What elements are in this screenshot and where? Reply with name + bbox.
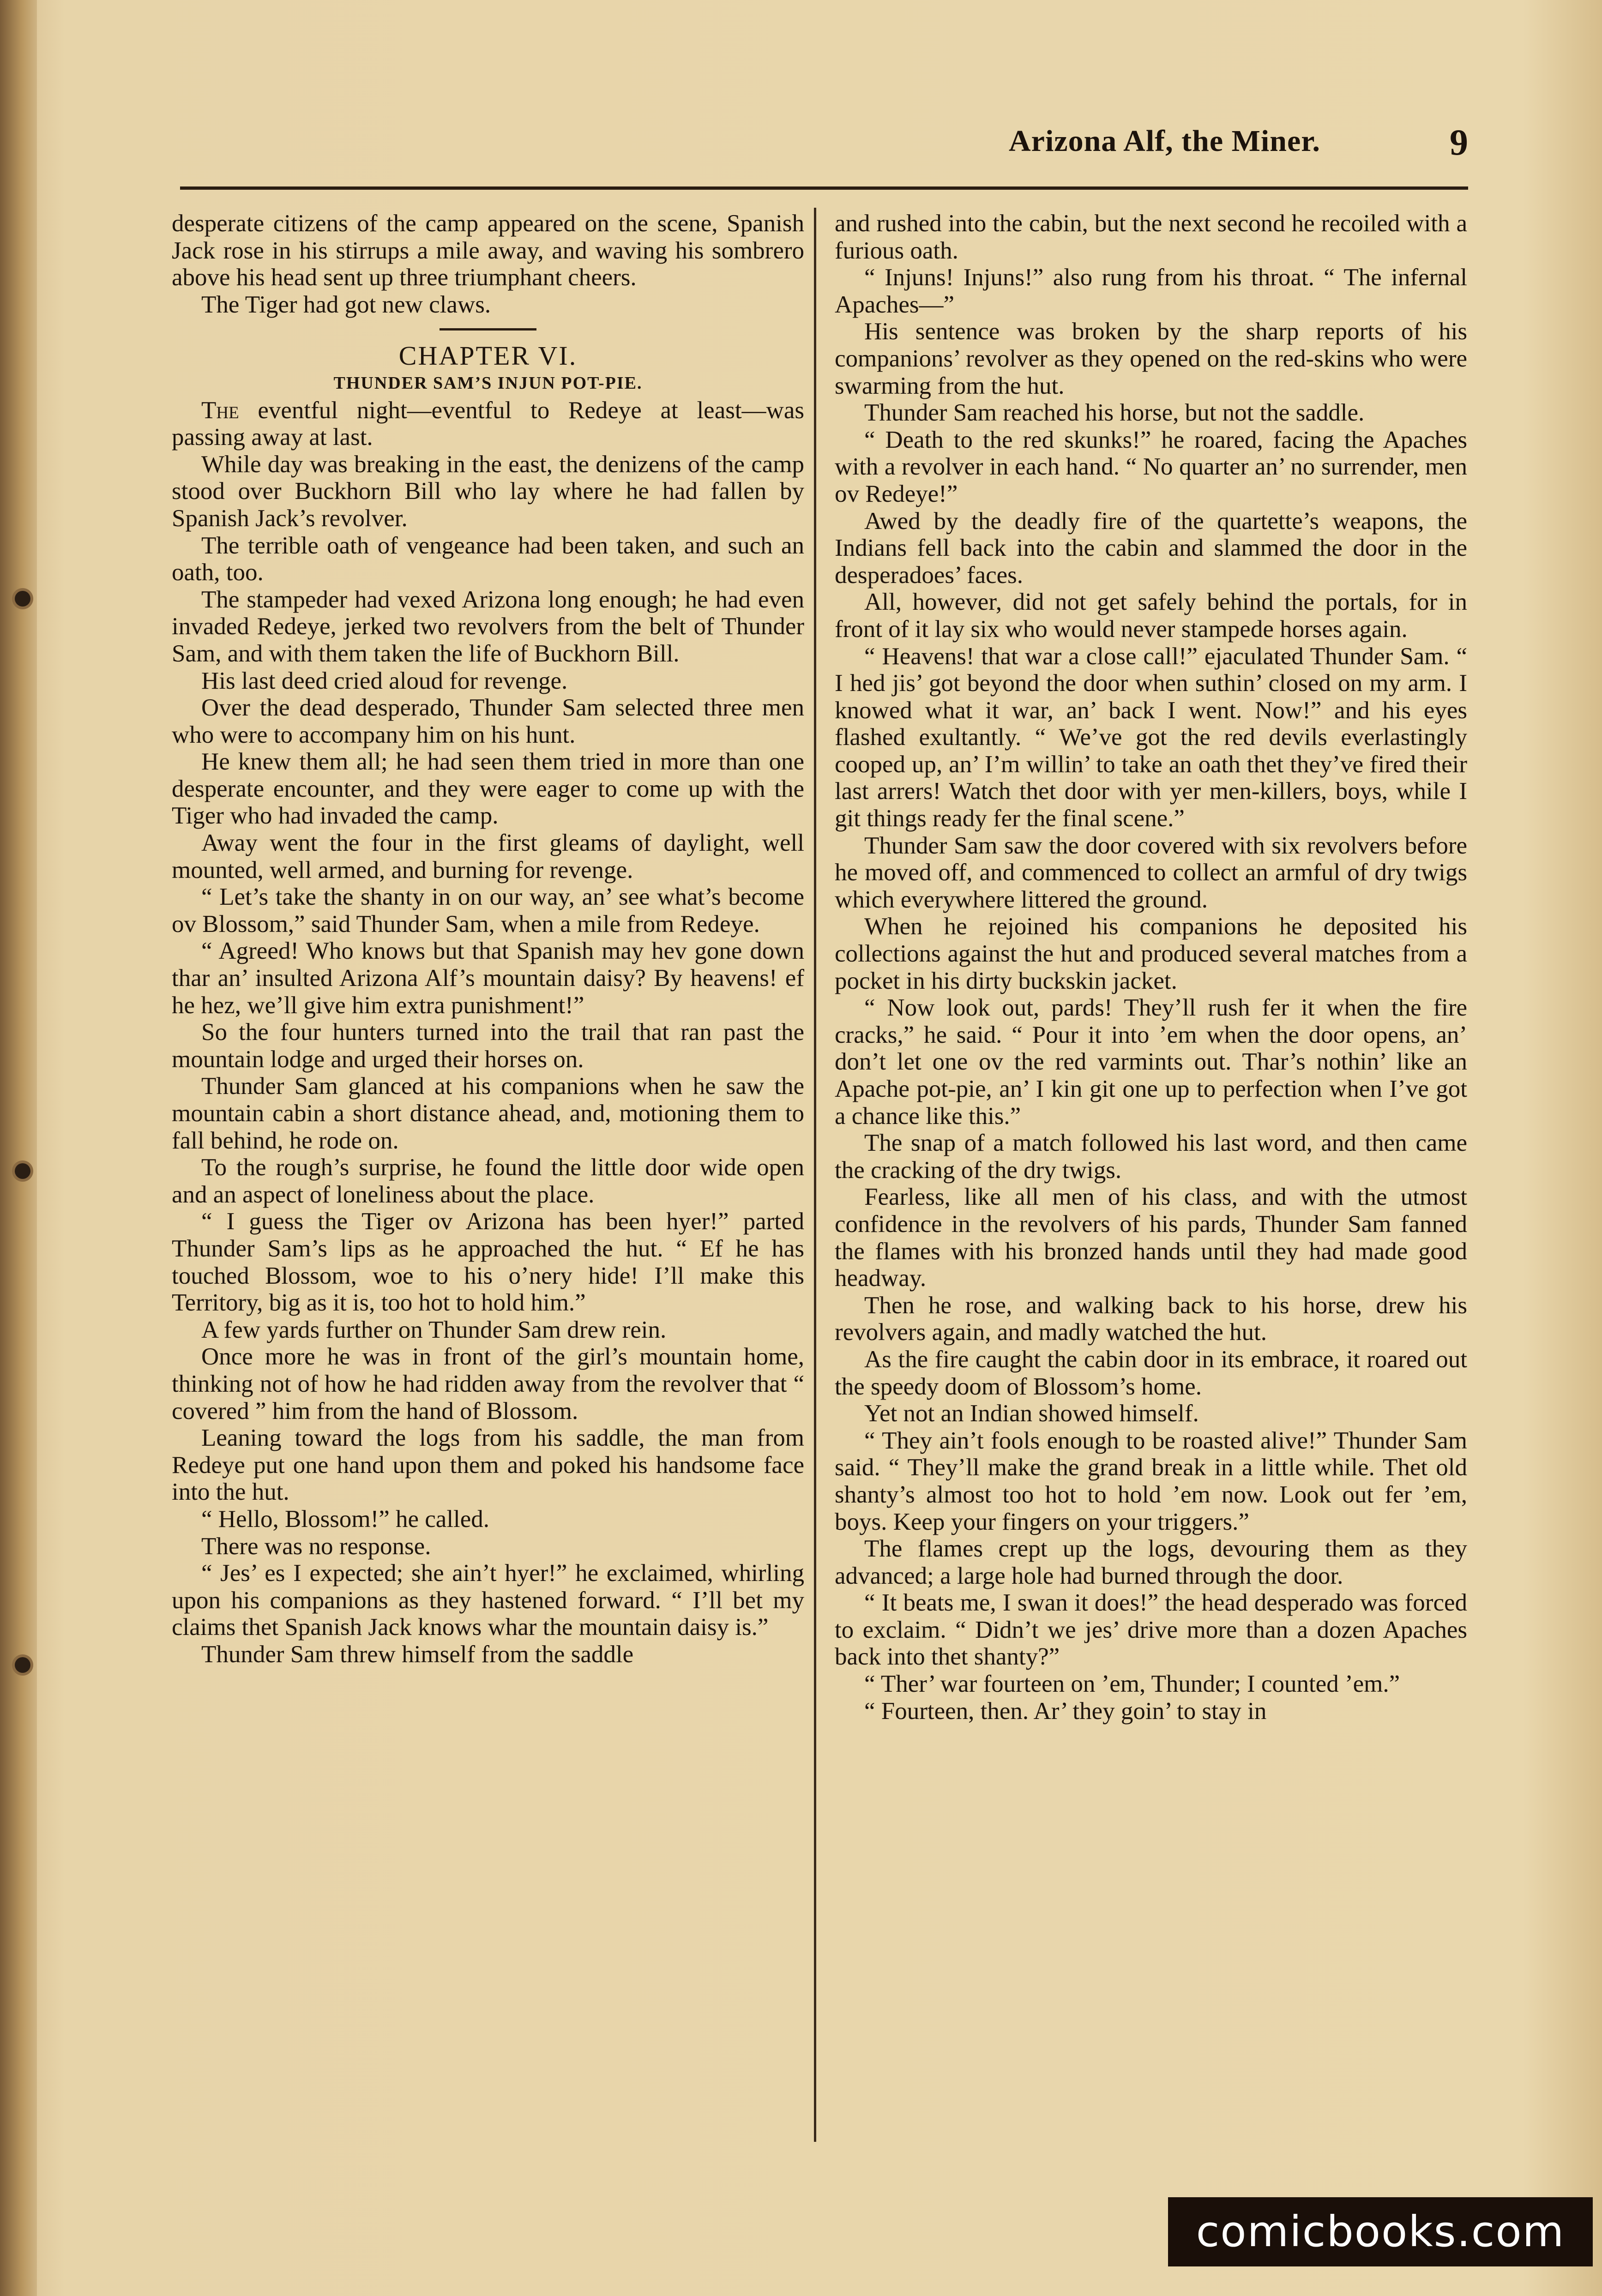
binding-gutter	[0, 0, 37, 2296]
chapter-subtitle: THUNDER SAM’S INJUN POT-PIE.	[333, 373, 643, 393]
paragraph: “ Fourteen, then. Ar’ they goin’ to stay in	[864, 1697, 1267, 1725]
paragraph: His sentence was broken by the sharp reports of his companions’ revolver as they opened on the red-skins who were swarming from the hut.	[835, 318, 1467, 399]
paragraph: Thunder Sam glanced at his companions when he saw the mountain cabin a short distance ahead, and, motioning them to fall behind, he rode on.	[172, 1073, 804, 1154]
paragraph: Thunder Sam saw the door covered with six revolvers before he moved off, and commenced to collect an armful of dry twigs which everywhere littered the ground.	[835, 832, 1467, 913]
paragraph	[172, 397, 804, 451]
paragraph: and rushed into the cabin, but the next second he recoiled with a furious oath.	[835, 210, 1467, 264]
paragraph: Thunder Sam reached his horse, but not the saddle.	[864, 399, 1365, 427]
paragraph: Over the dead desperado, Thunder Sam selected three men who were to accompany him on his hunt.	[172, 694, 804, 748]
paragraph: Away went the four in the first gleams of daylight, well mounted, well armed, and burning for revenge.	[172, 829, 804, 884]
page-number: 9	[1450, 122, 1468, 163]
paragraph: The flames crept up the logs, devouring them as they advanced; a large hole had burned through the door.	[835, 1535, 1467, 1589]
paragraph: As the fire caught the cabin door in its embrace, it roared out the speedy doom of Blossom’s home.	[835, 1346, 1467, 1400]
paragraph: Fearless, like all men of his class, and with the utmost confidence in the revolvers of his pards, Thunder Sam fanned the flames with his bronzed hands until they had made good headway.	[835, 1184, 1467, 1292]
paragraph: All, however, did not get safely behind the portals, for in front of it lay six who would never stampede horses again.	[835, 589, 1467, 643]
paragraph: “ Let’s take the shanty in on our way, an’ see what’s become ov Blossom,” said Thunder Sam, when a mile from Redeye.	[172, 884, 804, 938]
paragraph: “ It beats me, I swan it does!” the head desperado was forced to exclaim. “ Didn’t we jes’ drive more than a dozen Apaches back into thet shanty?”	[835, 1589, 1467, 1671]
right-text-column	[835, 210, 1467, 2140]
paragraph: So the four hunters turned into the trail that ran past the mountain lodge and urged their horses on.	[172, 1019, 804, 1073]
paragraph: The snap of a match followed his last word, and then came the cracking of the dry twigs.	[835, 1130, 1467, 1184]
paragraph: “ Death to the red skunks!” he roared, facing the Apaches with a revolver in each hand. “ No quarter an’ no surrender, men ov Redeye!”	[835, 426, 1467, 507]
paragraph: Awed by the deadly fire of the quartette’s weapons, the Indians fell back into the cabin and slammed the door in the desperadoes’ faces.	[835, 507, 1467, 589]
paragraph: Thunder Sam threw himself from the saddle	[201, 1641, 634, 1668]
left-text-column	[172, 210, 804, 2140]
paragraph: “ Hello, Blossom!” he called.	[201, 1505, 490, 1533]
watermark: comicbooks.com	[1168, 2197, 1593, 2266]
chapter-heading: CHAPTER VI.	[398, 341, 578, 371]
binding-hole	[15, 1163, 30, 1179]
header-rule	[180, 186, 1468, 190]
running-title: Arizona Alf, the Miner.	[1009, 124, 1320, 158]
paragraph: Yet not an Indian showed himself.	[864, 1400, 1199, 1427]
paragraph: “ Ther’ war fourteen on ’em, Thunder; I counted ’em.”	[864, 1671, 1400, 1698]
chapter-rule	[440, 328, 536, 331]
paragraph: “ Injuns! Injuns!” also rung from his throat. “ The infernal Apaches—”	[835, 264, 1467, 318]
paragraph: A few yards further on Thunder Sam drew rein.	[201, 1316, 667, 1343]
paragraph: “ Jes’ es I expected; she ain’t hyer!” he exclaimed, whirling upon his companions as they hastened forward. “ I’ll bet my claims thet Spanish Jack knows whar the mountain daisy is.”	[172, 1560, 804, 1641]
paragraph: He knew them all; he had seen them tried in more than one desperate encounter, and they were eager to come up with the Tiger who had invaded the camp.	[172, 748, 804, 829]
paragraph: “ Now look out, pards! They’ll rush fer it when the fire cracks,” he said. “ Pour it into ’em when the door opens, an’ don’t let one ov the red varmints out. Thar’s nothin’ like an Apache pot-pie, an’ I kin git one up to perfection when I’ve got a chance like this.”	[835, 994, 1467, 1130]
paragraph: “ I guess the Tiger ov Arizona has been hyer!” parted Thunder Sam’s lips as he approached the hut. “ Ef he has touched Blossom, woe to his o’nery hide! I’ll make this Territory, big as it is, too hot to hold him.”	[172, 1208, 804, 1316]
paragraph: “ They ain’t fools enough to be roasted alive!” Thunder Sam said. “ They’ll make the grand break in a little while. Thet old shanty’s almost too hot to hold ’em now. Look out fer ’em, boys. Keep your fingers on your triggers.”	[835, 1427, 1467, 1535]
binding-hole	[15, 591, 30, 607]
paragraph: Leaning toward the logs from his saddle, the man from Redeye put one hand upon them and poked his handsome face into the hut.	[172, 1424, 804, 1506]
paragraph: To the rough’s surprise, he found the little door wide open and an aspect of loneliness about the place.	[172, 1154, 804, 1208]
paragraph: The Tiger had got new claws.	[201, 291, 491, 318]
paragraph: When he rejoined his companions he deposited his collections against the hut and produced several matches from a pocket in his dirty buckskin jacket.	[835, 913, 1467, 994]
column-divider	[814, 208, 816, 2142]
paragraph: desperate citizens of the camp appeared on the scene, Spanish Jack rose in his stirrups a mile away, and waving his sombrero above his head sent up three triumphant cheers.	[172, 210, 804, 291]
paragraph: There was no response.	[201, 1533, 431, 1560]
paragraph: Once more he was in front of the girl’s mountain home, thinking not of how he had ridden away from the revolver that “ covered ” him from the hand of Blossom.	[172, 1343, 804, 1424]
paragraph: The stampeder had vexed Arizona long enough; he had even invaded Redeye, jerked two revolvers from the belt of Thunder Sam, and with them taken the life of Buckhorn Bill.	[172, 586, 804, 667]
paragraph: While day was breaking in the east, the denizens of the camp stood over Buckhorn Bill who lay where he had fallen by Spanish Jack’s revolver.	[172, 451, 804, 532]
paragraph: The terrible oath of vengeance had been taken, and such an oath, too.	[172, 532, 804, 586]
lead-word: The	[201, 397, 239, 424]
binding-hole	[15, 1657, 30, 1673]
paragraph-text: eventful night—eventful to Redeye at least—was passing away at last.	[172, 397, 804, 451]
paragraph: “ Heavens! that war a close call!” ejaculated Thunder Sam. “ I hed jis’ got beyond the door when suthin’ closed on my arm. I knowed what it war, an’ back I went. Now!” and his eyes flashed exultantly. “ We’ve got the red devils everlastingly cooped up, an’ I’m willin’ to take an oath thet they’ve fired their last arrers! Watch thet door with yer men-killers, boys, while I git things ready fer the final scene.”	[835, 643, 1467, 832]
paragraph: “ Agreed! Who knows but that Spanish may hev gone down thar an’ insulted Arizona Alf’s mountain daisy? By heavens! ef he hez, we’ll give him extra punishment!”	[172, 938, 804, 1019]
paragraph: His last deed cried aloud for revenge.	[201, 667, 568, 694]
paragraph: Then he rose, and walking back to his horse, drew his revolvers again, and madly watched the hut.	[835, 1292, 1467, 1346]
running-header	[180, 124, 1468, 174]
